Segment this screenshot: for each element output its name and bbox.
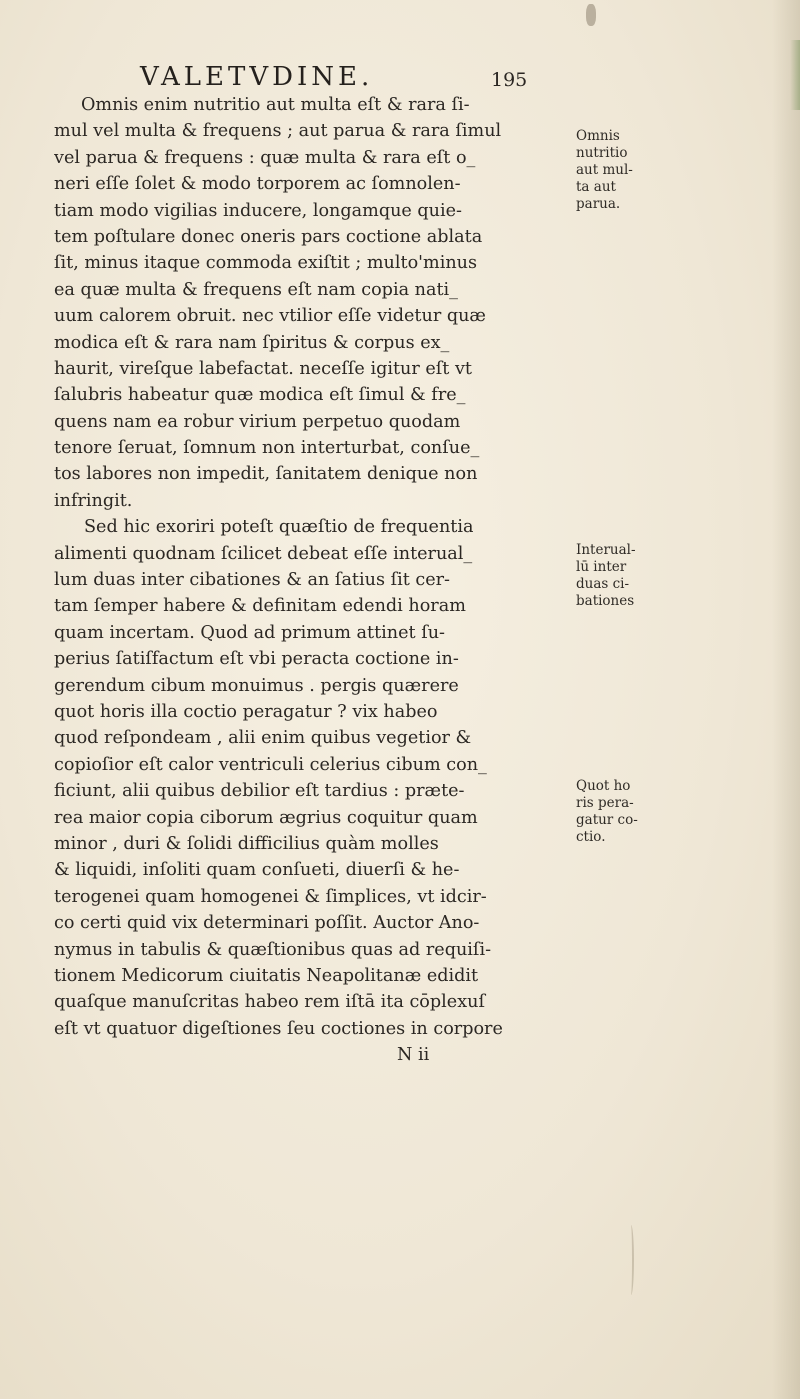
page-edge-stain	[790, 40, 800, 110]
margin-note-line: bationes	[576, 593, 635, 609]
margin-note-line: Omnis	[576, 128, 620, 144]
margin-note-line: ta aut	[576, 179, 616, 195]
margin-note-line: aut mul-	[576, 162, 633, 178]
margin-note-line: Interual-	[576, 542, 636, 558]
text-line: vel parua & frequens : quæ multa & rara eſt o_	[54, 147, 476, 168]
margin-note-line: gatur co-	[576, 812, 638, 828]
page-number: 195	[491, 69, 528, 91]
text-line: & liquidi, inſoliti quam conſueti, diuerſi & he-	[54, 860, 460, 881]
text-line: quam incertam. Quod ad primum attinet ſu-	[54, 622, 446, 643]
text-line: rea maior copia ciborum ægrius coquitur quam	[54, 807, 478, 828]
text-line: eſt vt quatuor digeſtiones ſeu coctiones in corpore	[54, 1018, 503, 1039]
text-line: perius ſatiſfactum eſt vbi peracta coctione in-	[54, 649, 459, 670]
text-line: Sed hic exoriri poteſt quæſtio de frequentia	[84, 517, 474, 538]
text-line: Omnis enim nutritio aut multa eſt & rara ſi-	[81, 95, 470, 115]
text-line: tos labores non impedit, ſanitatem denique non	[54, 464, 478, 485]
margin-note-line: ctio.	[576, 829, 606, 845]
page-edge-shadow	[772, 0, 800, 1399]
text-line: uum calorem obruit. nec vtilior eſſe videtur quæ	[54, 306, 486, 327]
catchword: N ii	[397, 1045, 430, 1066]
text-line: quaſque manuſcritas habeo rem iſtā ita cōplexuſ	[54, 992, 485, 1013]
margin-note-interuallum	[576, 542, 676, 610]
text-line: tam ſemper habere & definitam edendi horam	[54, 596, 466, 617]
text-line: neri eſſe ſolet & modo torporem ac ſomnolen-	[54, 174, 461, 195]
text-line: gerendum cibum monuimus . pergis quærere	[54, 675, 459, 696]
margin-note-line: ris pera-	[576, 795, 634, 811]
main-text-block	[54, 92, 554, 1068]
margin-note-line: Quot ho	[576, 778, 631, 794]
text-line: ea quæ multa & frequens eſt nam copia nati_	[54, 279, 458, 300]
margin-note-line: lū inter	[576, 559, 627, 575]
text-line: co certi quid vix determinari poſſit. Auctor Ano-	[54, 913, 480, 934]
margin-note-quot-horis	[576, 778, 676, 846]
text-line: minor , duri & ſolidi difficilius quàm molles	[54, 833, 439, 854]
text-line: alimenti quodnam ſcilicet debeat eſſe interual_	[54, 543, 473, 564]
text-line: tionem Medicorum ciuitatis Neapolitanæ edidit	[54, 965, 479, 986]
margin-note-line: nutritio	[576, 145, 628, 161]
text-line: nymus in tabulis & quæſtionibus quas ad requiſi-	[54, 939, 492, 960]
ink-stain	[586, 4, 596, 26]
text-line: mul vel multa & frequens ; aut parua & rara ſimul	[54, 121, 502, 142]
running-head: VALETVDINE.	[140, 62, 374, 92]
text-line: infringit.	[54, 490, 133, 511]
text-line: copioſior eſt calor ventriculi celerius cibum con_	[54, 754, 487, 775]
text-line: quot horis illa coctio peragatur ? vix habeo	[54, 701, 438, 722]
text-line: tenore ſeruat, ſomnum non interturbat, conſue_	[54, 438, 480, 459]
text-line: modica eſt & rara nam ſpiritus & corpus ex_	[54, 332, 450, 353]
text-line: quens nam ea robur virium perpetuo quodam	[54, 411, 461, 432]
faint-pencil-mark	[628, 1225, 634, 1295]
text-line: tem poſtulare donec oneris pars coctione ablata	[54, 226, 483, 247]
margin-note-line: parua.	[576, 196, 621, 212]
margin-note-omnis-nutritio	[576, 128, 676, 213]
text-line: ſit, minus itaque commoda exiſtit ; multo'minus	[54, 253, 478, 274]
text-line: ficiunt, alii quibus debilior eſt tardius : præte-	[54, 781, 465, 802]
text-line: haurit, vireſque labefactat. neceſſe igitur eſt vt	[54, 358, 472, 379]
text-line: lum duas inter cibationes & an ſatius ſit cer-	[54, 570, 451, 591]
text-line: quod reſpondeam , alii enim quibus vegetior &	[54, 728, 472, 749]
text-line: tiam modo vigilias inducere, longamque quie-	[54, 200, 462, 221]
margin-note-line: duas ci-	[576, 576, 630, 592]
text-line: ſalubris habeatur quæ modica eſt ſimul & fre_	[54, 385, 466, 406]
text-line: terogenei quam homogenei & ſimplices, vt idcir-	[54, 886, 487, 907]
